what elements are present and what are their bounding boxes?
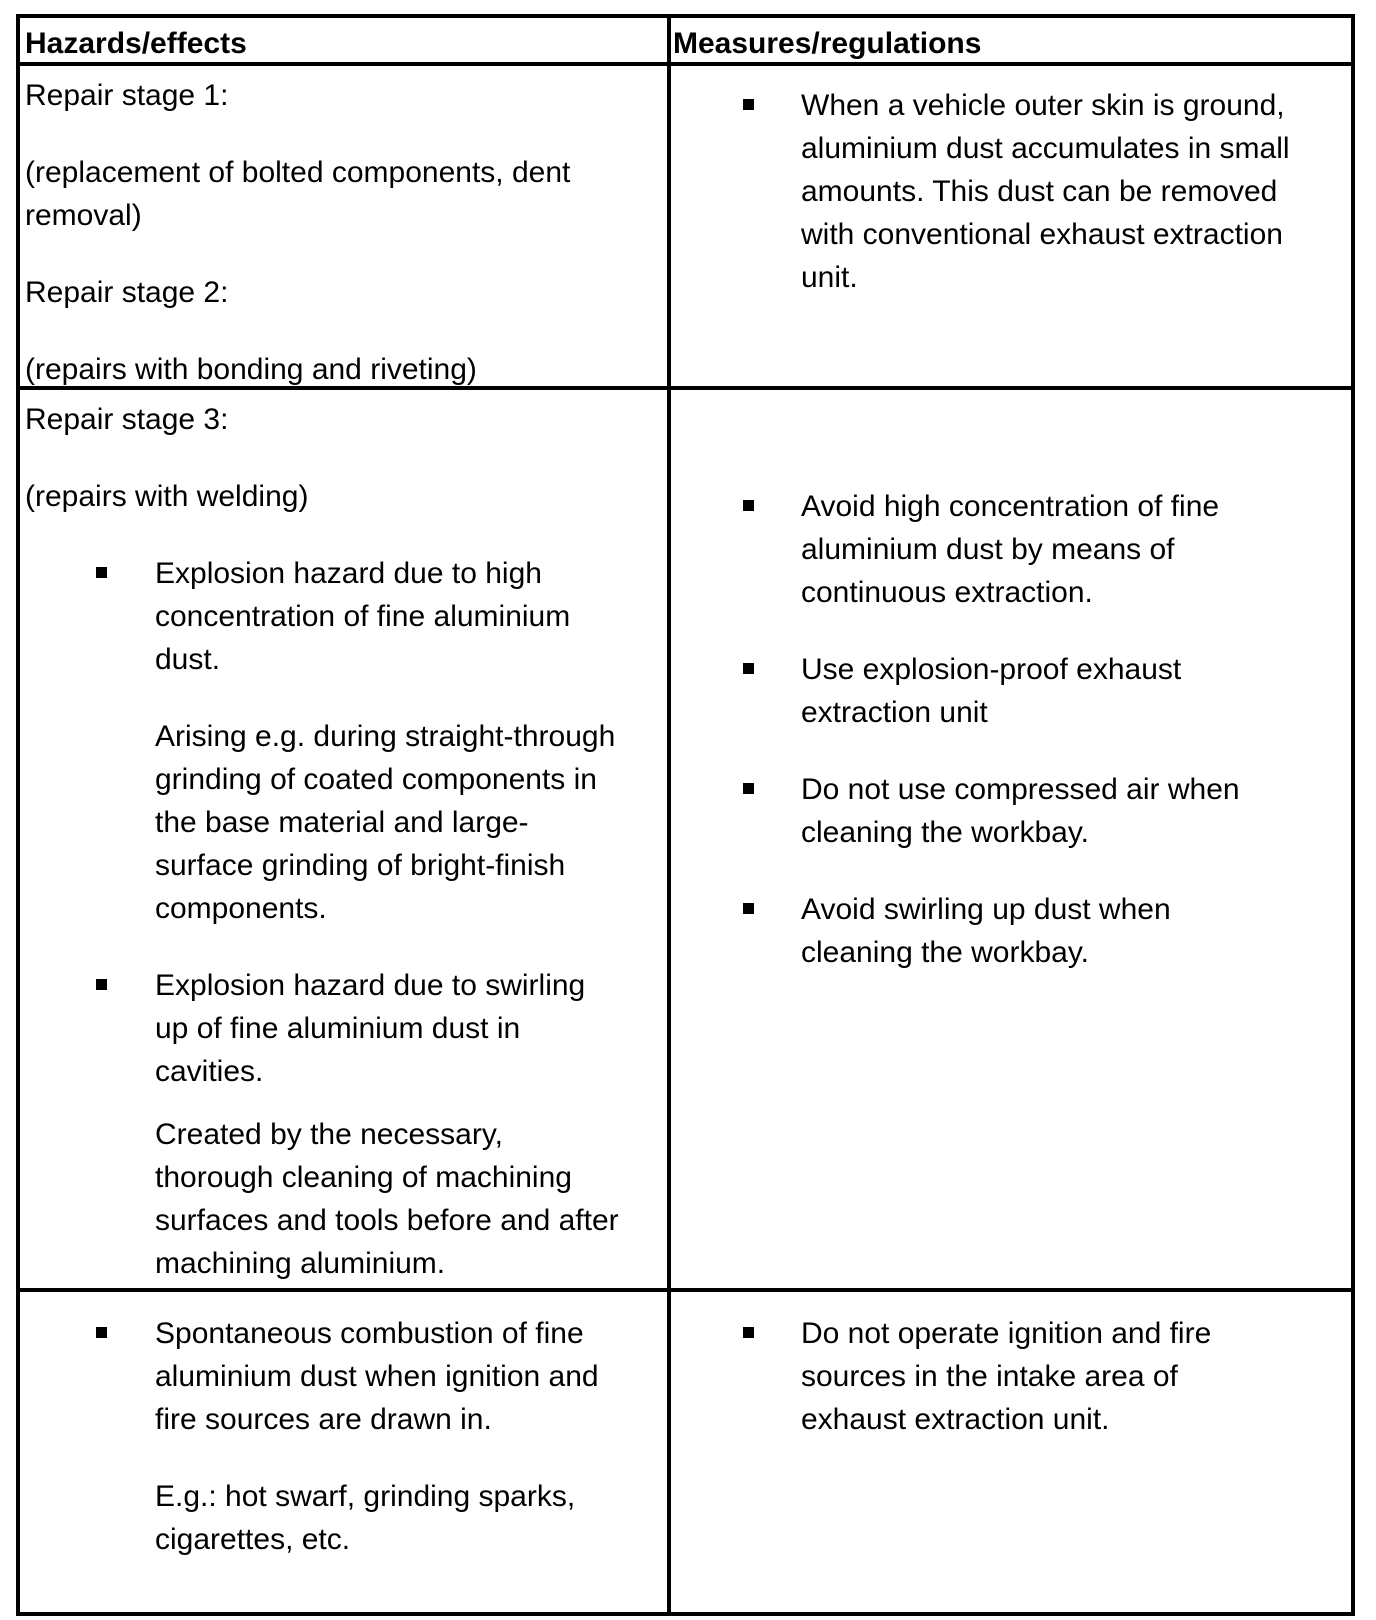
hazard-note-line: Created by the necessary, <box>155 1118 503 1151</box>
bullet-square-icon <box>743 1327 754 1338</box>
measure-line: extraction unit <box>801 696 988 729</box>
list-item <box>671 648 1351 734</box>
hazard-note-line: surfaces and tools before and after <box>155 1204 619 1237</box>
measure-line: Avoid swirling up dust when <box>801 893 1171 926</box>
measure-line: Use explosion-proof exhaust <box>801 653 1182 686</box>
stage3-title: Repair stage 3: <box>25 403 229 436</box>
header-hazards-label: Hazards/effects <box>25 27 247 60</box>
stage2-desc: (repairs with bonding and riveting) <box>25 353 477 386</box>
stage1-desc-line1: (replacement of bolted components, dent <box>25 156 571 189</box>
stage2-title: Repair stage 2: <box>25 276 229 309</box>
list-item <box>23 964 667 1285</box>
measure-line: amounts. This dust can be removed <box>801 175 1278 208</box>
measure-line: with conventional exhaust extraction <box>801 218 1283 251</box>
measure-line: exhaust extraction unit. <box>801 1403 1110 1436</box>
list-item <box>23 1312 667 1561</box>
list-item <box>23 552 667 930</box>
header-hazards <box>23 18 667 62</box>
hazard-line: aluminium dust when ignition and <box>155 1360 599 1393</box>
header-measures-label: Measures/regulations <box>673 27 982 60</box>
row3-hazards-cell <box>23 1312 667 1561</box>
hazard-note-line: E.g.: hot swarf, grinding sparks, <box>155 1480 576 1513</box>
hazard-note-line: surface grinding of bright-finish <box>155 849 566 882</box>
list-item <box>671 888 1351 974</box>
row3-measures-cell <box>671 1312 1351 1441</box>
bullet-square-icon <box>743 663 754 674</box>
hazard-line: concentration of fine aluminium <box>155 600 571 633</box>
row3-measures-list <box>671 1312 1351 1441</box>
hazard-line: Explosion hazard due to high <box>155 557 542 590</box>
hazard-line: up of fine aluminium dust in <box>155 1012 521 1045</box>
list-item <box>671 84 1351 299</box>
measure-line: sources in the intake area of <box>801 1360 1178 1393</box>
row2-hazards-cell <box>23 398 667 1285</box>
stage1-desc-line2: removal) <box>25 199 142 232</box>
header-measures <box>671 18 1351 62</box>
hazard-note <box>155 715 667 930</box>
hazard-note-line: cigarettes, etc. <box>155 1523 351 1556</box>
measure-line: Do not use compressed air when <box>801 773 1240 806</box>
row1-hazards-cell <box>23 74 667 391</box>
measure-line: Do not operate ignition and fire <box>801 1317 1212 1350</box>
bullet-square-icon <box>743 783 754 794</box>
hazard-note-line: the base material and large- <box>155 806 529 839</box>
stage1-title: Repair stage 1: <box>25 79 229 112</box>
bullet-square-icon <box>743 903 754 914</box>
measure-line: Avoid high concentration of fine <box>801 490 1220 523</box>
list-item <box>671 485 1351 614</box>
bullet-square-icon <box>96 567 107 578</box>
hazard-line: Explosion hazard due to swirling <box>155 969 586 1002</box>
row1-measures-list <box>671 84 1351 299</box>
bullet-square-icon <box>96 1327 107 1338</box>
measure-line: cleaning the workbay. <box>801 936 1089 969</box>
measure-line: When a vehicle outer skin is ground, <box>801 89 1285 122</box>
row1-measures-cell <box>671 84 1351 299</box>
bullet-square-icon <box>743 500 754 511</box>
list-item <box>671 1312 1351 1441</box>
hazard-note <box>155 1475 667 1561</box>
row-divider-2 <box>20 1288 1351 1292</box>
measure-line: aluminium dust by means of <box>801 533 1175 566</box>
hazard-note-line: machining aluminium. <box>155 1247 446 1280</box>
bullet-square-icon <box>743 99 754 110</box>
hazard-note-line: Arising e.g. during straight-through <box>155 720 616 753</box>
hazard-line: fire sources are drawn in. <box>155 1403 492 1436</box>
bullet-square-icon <box>96 979 107 990</box>
list-item <box>671 768 1351 854</box>
measure-line: continuous extraction. <box>801 576 1093 609</box>
hazards-measures-table <box>16 14 1355 1616</box>
row2-measures-list <box>671 485 1351 974</box>
hazard-note-line: components. <box>155 892 327 925</box>
hazard-line: cavities. <box>155 1055 264 1088</box>
measure-line: aluminium dust accumulates in small <box>801 132 1290 165</box>
row3-hazards-list <box>23 1312 667 1561</box>
hazard-note-line: thorough cleaning of machining <box>155 1161 572 1194</box>
hazard-line: dust. <box>155 643 221 676</box>
measure-line: unit. <box>801 261 858 294</box>
hazard-note <box>155 1113 667 1285</box>
hazard-note-line: grinding of coated components in <box>155 763 597 796</box>
row2-measures-cell <box>671 485 1351 974</box>
measure-line: cleaning the workbay. <box>801 816 1089 849</box>
row2-hazards-list <box>23 552 667 1285</box>
hazard-line: Spontaneous combustion of fine <box>155 1317 584 1350</box>
stage3-desc: (repairs with welding) <box>25 480 309 513</box>
